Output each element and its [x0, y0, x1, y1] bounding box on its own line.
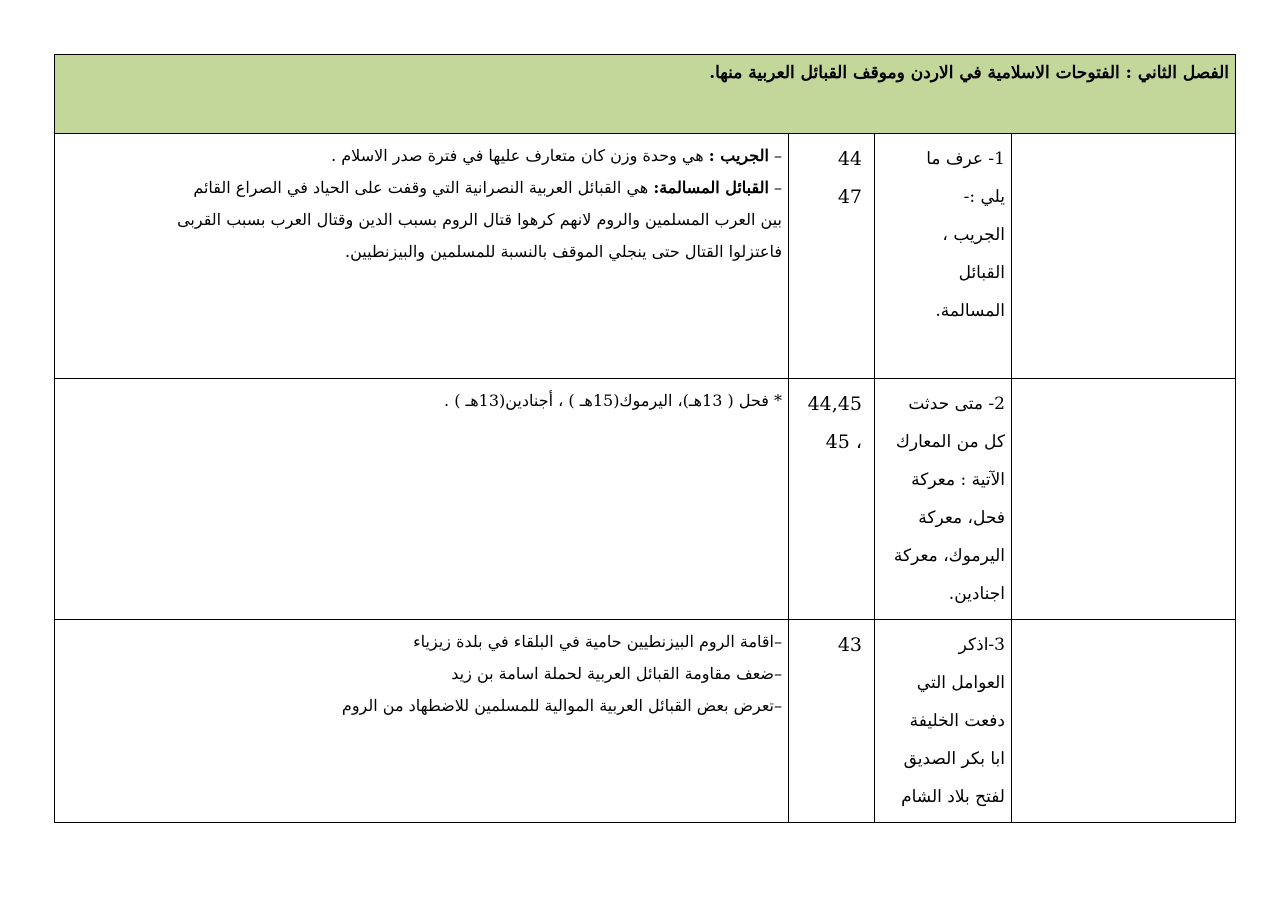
table-row: [55, 379, 1236, 620]
answer-line: –تعرض بعض القبائل العربية الموالية للمسلمين للاضطهاد من الروم: [341, 696, 782, 715]
table-row: [55, 134, 1236, 379]
answer-line: –ضعف مقاومة القبائل العربية لحملة اسامة بن زيد: [451, 664, 782, 683]
question-line: العوامل التي: [916, 673, 1005, 693]
question-line: اليرموك، معركة: [893, 546, 1005, 566]
question-line: 2- متى حدثت: [908, 394, 1005, 414]
answer-cell: [55, 134, 789, 379]
question-line: ابا بكر الصديق: [903, 749, 1005, 769]
answer-line: فاعتزلوا القتال حتى ينجلي الموقف بالنسبة للمسلمين والبيزنطيين.: [345, 242, 782, 261]
question-line: كل من المعارك: [895, 432, 1005, 452]
question-line: لفتح بلاد الشام: [901, 787, 1005, 807]
page-number: 47: [837, 186, 862, 208]
table-row: [55, 620, 1236, 823]
empty-cell: [1012, 620, 1236, 823]
question-cell: [875, 134, 1012, 379]
question-line: اجنادين.: [948, 584, 1005, 604]
definition-text: هي القبائل العربية النصرانية التي وقفت على الحياد في الصراع القائم: [193, 178, 654, 197]
question-cell: [875, 620, 1012, 823]
question-line: القبائل: [958, 263, 1005, 283]
answer-line: * فحل ( 13هـ)، اليرموك(15هـ ) ، أجنادين(13هـ ) .: [444, 391, 782, 410]
chapter-header: [55, 55, 1236, 134]
question-cell: [875, 379, 1012, 620]
dash: –: [768, 178, 782, 197]
question-line: 1- عرف ما: [926, 149, 1005, 169]
page-number: 43: [837, 634, 862, 656]
empty-cell: [1012, 134, 1236, 379]
empty-cell: [1012, 379, 1236, 620]
chapter-review-table: [54, 54, 1236, 823]
answer-cell: [55, 620, 789, 823]
question-line: الآتية : معركة: [911, 470, 1005, 490]
chapter-title: الفصل الثاني : الفتوحات الاسلامية في الاردن وموقف القبائل العربية منها.: [709, 63, 1229, 83]
answer-cell: [55, 379, 789, 620]
page-number: 44,45: [807, 393, 862, 415]
question-line: الجريب ،: [942, 225, 1005, 245]
page-number: ، 45: [825, 431, 862, 453]
answer-line: –اقامة الروم البيزنطيين حامية في البلقاء في بلدة زيزياء: [413, 632, 782, 651]
answer-line: [61, 140, 782, 172]
definition-text: هي وحدة وزن كان متعارف عليها في فترة صدر الاسلام .: [331, 146, 709, 165]
page-cell: [789, 620, 875, 823]
page-cell: [789, 379, 875, 620]
answer-line: بين العرب المسلمين والروم لانهم كرهوا قتال الروم بسبب الدين وقتال العرب بسبب القربى: [177, 210, 782, 229]
term-jarib: الجريب :: [708, 146, 769, 165]
page-cell: [789, 134, 875, 379]
question-line: دفعت الخليفة: [909, 711, 1005, 731]
question-line: فحل، معركة: [918, 508, 1005, 528]
answer-line: [61, 172, 782, 204]
question-line: يلي :-: [963, 187, 1005, 207]
term-peaceful-tribes: القبائل المسالمة:: [653, 178, 769, 197]
dash: –: [768, 146, 782, 165]
question-line: 3-اذكر: [958, 635, 1005, 655]
page-number: 44: [837, 148, 862, 170]
question-line: المسالمة.: [935, 301, 1005, 321]
